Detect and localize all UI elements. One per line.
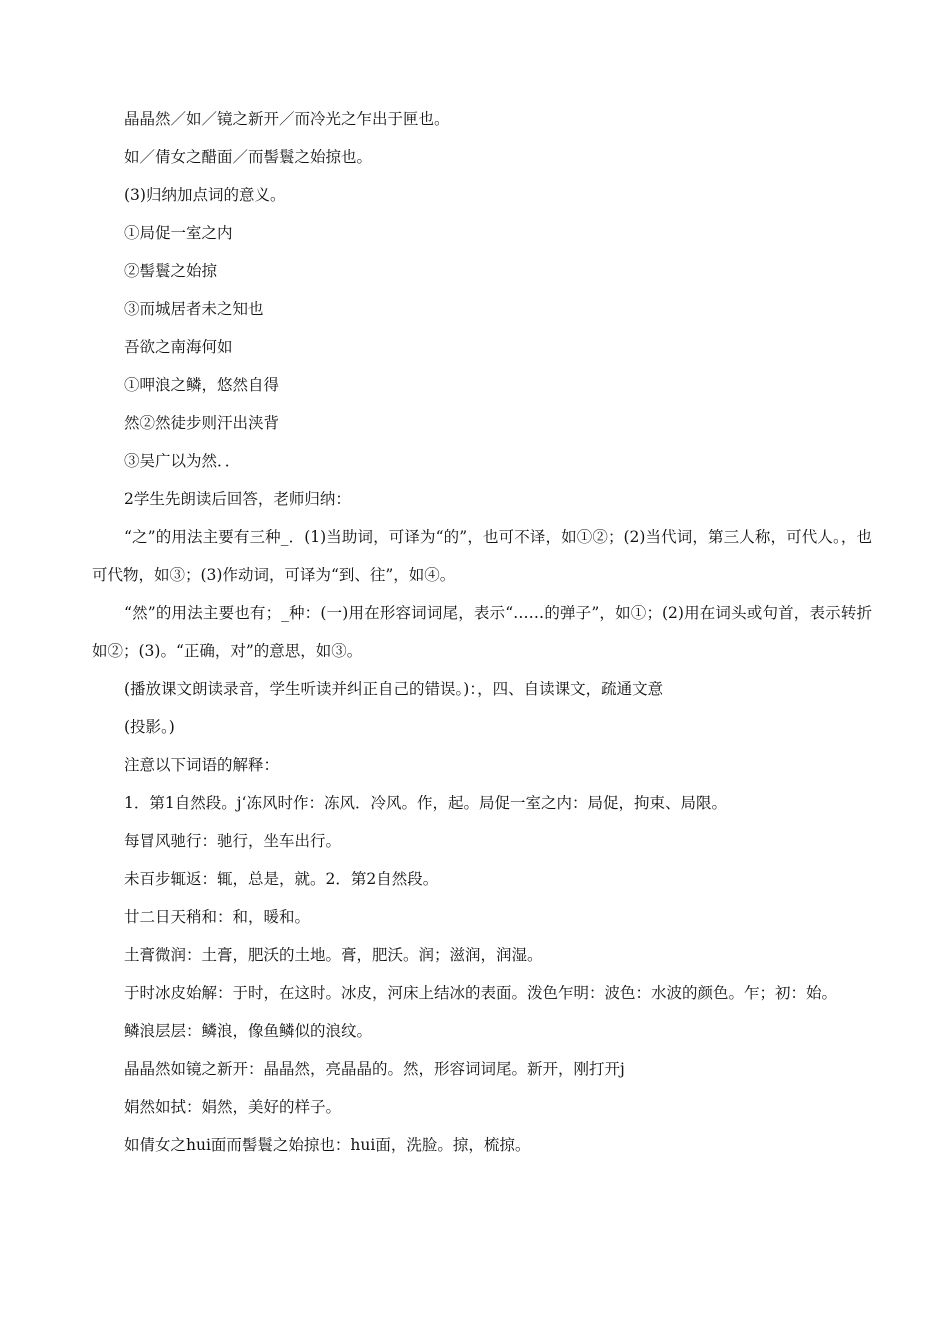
paragraph: 鳞浪层层：鳞浪，像鱼鳞似的浪纹。 (124, 1022, 373, 1040)
paragraph: 于时冰皮始解：于时，在这时。冰皮，河床上结冰的表面。泼色乍明：波色：水波的颜色。乍；初：始。 (124, 984, 838, 1002)
paragraph: 如／倩女之醋面／而髻鬟之始掠也。 (124, 148, 373, 166)
paragraph: 如倩女之hui面而髻鬟之始掠也：hui面，洗脸。掠，梳掠。 (124, 1136, 531, 1154)
paragraph: 每冒风驰行：驰行，坐车出行。 (124, 832, 342, 850)
paragraph: 土膏微润：土膏，肥沃的土地。膏，肥沃。润；滋润，润湿。 (124, 946, 543, 964)
paragraph: ①呷浪之鳞，悠然自得 (124, 376, 280, 394)
paragraph: (3)归纳加点词的意义。 (124, 186, 286, 204)
paragraph: 1．第1自然段。j‘冻风时作：冻风．冷风。作，起。局促一室之内：局促，拘束、局限。 (124, 794, 727, 812)
paragraph: (投影。) (124, 718, 175, 736)
paragraph: 注意以下词语的解释： (124, 756, 280, 774)
paragraph: 晶晶然／如／镜之新开／而冷光之乍出于匣也。 (124, 110, 450, 128)
paragraph: 2学生先朗读后回答，老师归纳： (124, 490, 351, 508)
paragraph: 晶晶然如镜之新开：晶晶然，亮晶晶的。然，形容词词尾。新开，刚打开j (124, 1060, 625, 1078)
paragraph: “之”的用法主要有三种_．(1)当助词，可译为“的”，也可不译，如①②；(2)当代词，第三人称，可代人。，也可代物，如③；(3)作动词，可译为“到、往”，如④。 (92, 528, 872, 584)
paragraph: ③吴广以为然．． (124, 452, 241, 470)
paragraph: ①局促一室之内 (124, 224, 233, 242)
paragraph: (播放课文朗读录音，学生听读并纠正自己的错误。)：，四、自读课文，疏通文意 (124, 680, 664, 698)
paragraph: 娟然如拭：娟然，美好的样子。 (124, 1098, 342, 1116)
paragraph: 吾欲之南海何如 (124, 338, 233, 356)
paragraph: 然②然徒步则汗出浃背 (124, 414, 280, 432)
document-body (92, 100, 872, 1164)
paragraph: ②髻鬟之始掠 (124, 262, 218, 280)
paragraph: ③而城居者未之知也 (124, 300, 264, 318)
paragraph: 未百步辄返：辄，总是，就。2．第2自然段。 (124, 870, 439, 888)
paragraph: 廿二日天稍和：和，暖和。 (124, 908, 311, 926)
paragraph: “然”的用法主要也有；_种：(一)用在形容词词尾，表示“……的弹子”，如①；(2)用在词头或句首，表示转折如②；(3)。“正确，对”的意思，如③。 (92, 604, 872, 660)
